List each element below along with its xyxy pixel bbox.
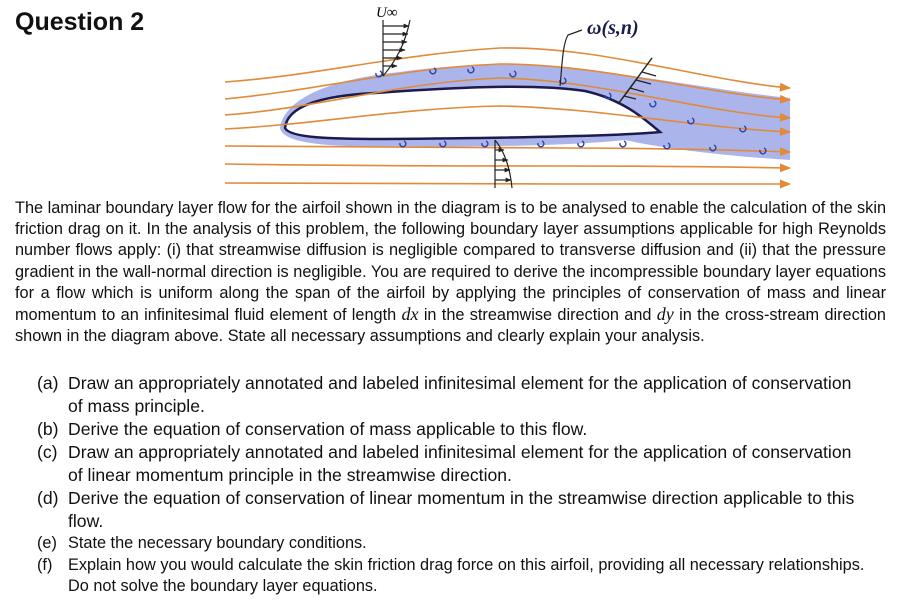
part-e xyxy=(37,533,867,555)
problem-statement xyxy=(15,198,886,347)
part-label: (a) xyxy=(37,373,59,393)
part-b xyxy=(37,418,867,441)
question-parts xyxy=(37,372,867,598)
part-text: Explain how you would calculate the skin friction drag force on this airfoil, providing all necessary relationships. Do not solve the boundary layer equations. xyxy=(68,555,865,595)
freestream-velocity-label: U∞ xyxy=(376,5,398,21)
part-text: State the necessary boundary conditions. xyxy=(68,534,367,552)
statement-text-1: The laminar boundary layer flow for the airfoil shown in the diagram is to be analysed to enable the calculation of the skin friction drag on it. In the analysis of this problem, the following boundary layer assumptions applicable for high Reynolds number flows apply: (i) that streamwise diffusion is negligible compared to transverse diffusion and (ii) that the pressure gradient in the wall-normal direction is negligible. You are required to derive the incompressible boundary layer equations for a flow which is uniform along the span of the airfoil by applying the principles of conservation of mass and linear momentum to an infinitesimal fluid element of length xyxy=(15,199,886,325)
part-c xyxy=(37,441,867,487)
statement-text-3: in the cross-stream direction shown in the diagram above. State all necessary assumptions and clearly explain your analysis. xyxy=(15,306,886,346)
part-label: (e) xyxy=(37,534,57,552)
part-text: Draw an appropriately annotated and labeled infinitesimal element for the application of conservation of mass principle. xyxy=(68,373,852,416)
part-label: (c) xyxy=(37,442,58,462)
part-label: (d) xyxy=(37,488,59,508)
part-a xyxy=(37,372,867,418)
part-label: (b) xyxy=(37,419,59,439)
part-text: Derive the equation of conservation of mass applicable to this flow. xyxy=(68,419,588,439)
statement-text-2: in the streamwise direction and xyxy=(423,306,652,325)
part-text: Draw an appropriately annotated and labeled infinitesimal element for the application of conservation of linear momentum principle in the streamwise direction. xyxy=(68,442,852,485)
dx-symbol: dx xyxy=(401,304,419,325)
question-title: Question 2 xyxy=(15,8,145,36)
dy-symbol: dy xyxy=(656,304,674,325)
part-d xyxy=(37,487,867,533)
part-label: (f) xyxy=(37,555,53,574)
part-f xyxy=(37,555,867,598)
vorticity-label: ω(s,n) xyxy=(587,17,639,39)
part-text: Derive the equation of conservation of linear momentum in the streamwise direction applicable to this flow. xyxy=(68,488,855,531)
airfoil-boundary-layer-diagram xyxy=(200,0,800,195)
